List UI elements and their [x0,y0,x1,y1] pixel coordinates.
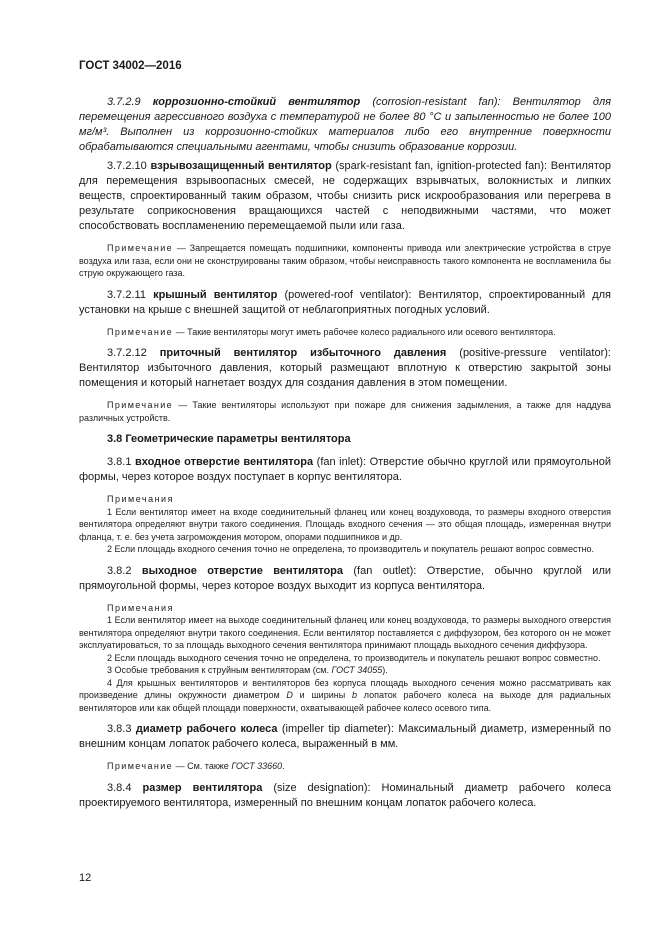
clause-3-8-3: 3.8.3 диаметр рабочего колеса (impeller tip diameter): Максимальный диаметр, измеренный по внешним концам лопаток рабочего колеса, выраженный в мм. [79,723,612,750]
term: крышный вентилятор [153,288,278,301]
note: Примечание — Запрещается помещать подшипники, компоненты привода или электрические устройства в струе воздуха или газа, если они не сконструированы таким образом, чтобы неисправность такого компонента не воспламенила бы струю окружающего газа. [79,243,611,278]
notes-label: Примечания [107,494,174,504]
term: диаметр рабочего колеса [135,723,278,735]
clause-3-7-2-11: 3.7.2.11 крышный вентилятор (powered-roof ventilator): Вентилятор, спроектированный для установки на крыше с внешней защитой от неблагоприятных погодных условий. [79,288,612,316]
standard-reference: ГОСТ 34055 [331,665,383,675]
clause-3-7-2-12: 3.7.2.12 приточный вентилятор избыточного давления (positive-pressure ventilator): Вентилятор избыточного давления, который размещают вплотную к отверстию закрытой зоны помещения и который нагнетает воздух для создания давления в этом помещении. [79,347,611,389]
document-header: ГОСТ 34002—2016 [79,60,182,72]
term: коррозионно-стойкий вентилятор [152,96,361,108]
clause-3-8-2: 3.8.2 выходное отверстие вентилятора (fan outlet): Отверстие, обычно круглой или прямоугольной формы, через которое воздух выходит из корпуса вентилятора. [79,564,612,592]
note-label: Примечание [107,326,174,337]
note-item: 2 Если площадь выходного сечения точно не определена, то производитель и покупатель решают вопрос совместно. [107,652,601,663]
note: Примечание — Такие вентиляторы могут иметь рабочее колесо радиального или осевого вентилятора. [107,326,556,337]
note-label: Примечание [107,400,174,410]
note-item: 1 Если вентилятор имеет на выходе соединительный фланец или конец воздуховода, то размеры выходного отверстия вентилятора определяют внутри такого соединения. Если вентилятор поставляется с диффузором, без которого он не может эксплуатироваться, то за площадь выходного сечения вентилятора принимают площадь выходного сечения диффузора. [79,615,611,650]
note-item: 2 Если площадь входного сечения точно не определена, то производитель и покупатель решают вопрос совместно. [107,544,595,554]
standard-reference: ГОСТ 33660 [231,761,283,771]
note-item: 1 Если вентилятор имеет на входе соединительный фланец или конец воздуховода, то размеры входного отверстия вентилятора определяют внутри такого соединения. Площадь входного сечения — это общая площадь, измеренная внутри фланца, т. е. без учета загромождения мотором, опорами подшипников и др. [79,506,611,542]
section-3-8-title: 3.8 Геометрические параметры вентилятора [107,433,351,445]
note-label: Примечание [107,243,174,253]
clause-3-8-4: 3.8.4 размер вентилятора (size designation): Номинальный диаметр рабочего колеса проектируемого вентилятора, измеренный по внешним концам лопаток рабочего колеса. [79,781,612,809]
note-item: 4 Для крышных вентиляторов и вентиляторов без корпуса площадь выходного сечения можно рассматривать как произведение длины окружности диаметром D и ширины b лопаток рабочего колеса на выходе для радиальных вентиляторов или как общей площади поверхности, охватывающей рабочее колесо осевого типа. [79,677,611,713]
term: приточный вентилятор избыточного давления [159,347,447,359]
page-content [79,95,611,811]
note: Примечание — Такие вентиляторы используют при пожаре для снижения задымления, а также для наддува различных устройств. [79,400,611,423]
clause-3-7-2-10: 3.7.2.10 взрывозащищенный вентилятор (spark-resistant fan, ignition-protected fan): Вентилятор для перемещения взрывоопасных смесей, не содержащих взрывчатых, волокнистых и липких веществ, спроектированный таким образом, чтобы снизить риск искрообразования или перегрева в результате соприкосновения вращающихся частей с неподвижными частями, что может способствовать воспламенению перемещаемой пыли или газа. [79,160,611,232]
note-label: Примечание [107,761,174,771]
note: Примечание — См. также ГОСТ 33660. [107,761,285,771]
term: выходное отверстие вентилятора [141,564,344,577]
term: размер вентилятора [142,781,263,794]
term: входное отверстие вентилятора [135,456,314,468]
notes-label: Примечания [107,602,174,613]
term: взрывозащищенный вентилятор [150,160,332,172]
note-item: 3 Особые требования к струйным вентиляторам (см. ГОСТ 34055). [107,665,388,675]
clause-3-7-2-9: 3.7.2.9 коррозионно-стойкий вентилятор (corrosion-resistant fan): Вентилятор для перемещения агрессивного воздуха с температурой не более 80 °С и запыленностью не более 100 мг/м³. Выполнен из коррозионно-стойких материалов либо его внутренние поверхности обрабатываются специальными агентами, чтобы снизить образование коррозии. [79,96,612,153]
page-number: 12 [79,872,92,884]
clause-3-8-1: 3.8.1 входное отверстие вентилятора (fan inlet): Отверстие обычно круглой или прямоугольной формы, через которое воздух поступает в корпус вентилятора. [79,456,611,483]
